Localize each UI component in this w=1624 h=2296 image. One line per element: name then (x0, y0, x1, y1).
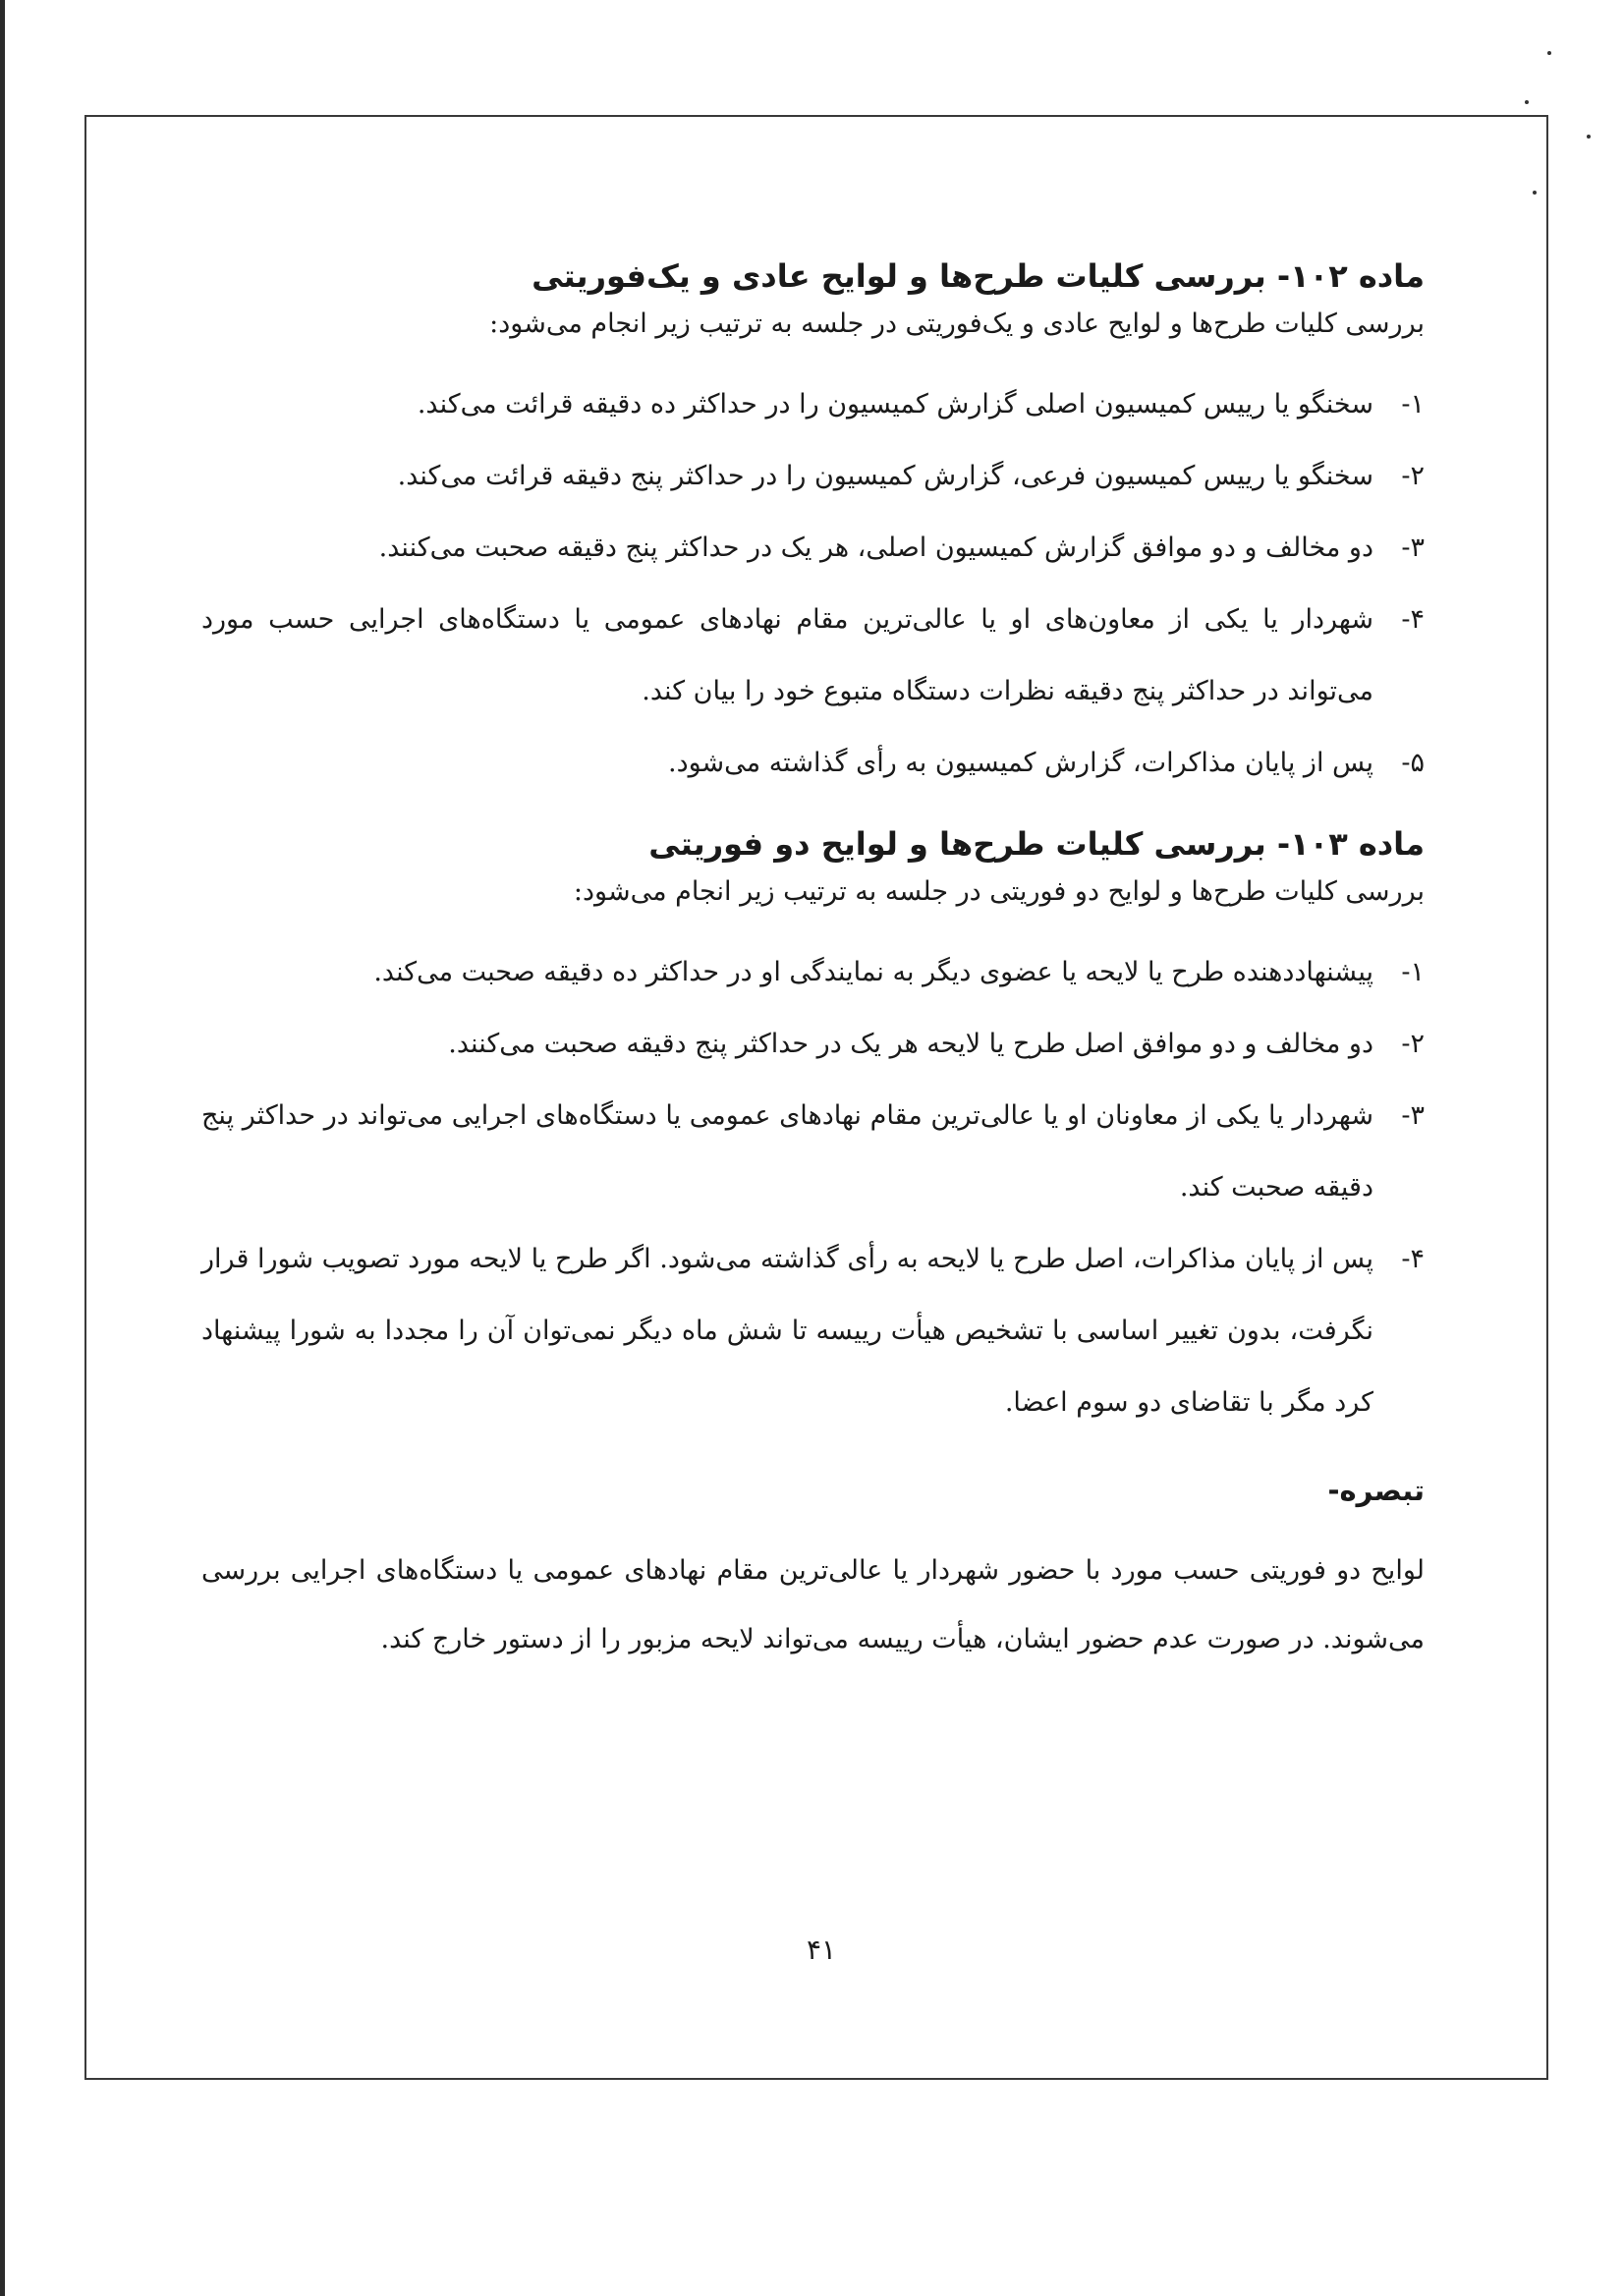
list-item (201, 1008, 1425, 1080)
article-title: ماده ۱۰۳- بررسی کلیات طرح‌ها و لوایح دو فوریتی (648, 825, 1425, 863)
item-text: دو مخالف و دو موافق گزارش کمیسیون اصلی، هر یک در حداکثر پنج دقیقه صحبت می‌کنند. (378, 532, 1373, 563)
article-title: ماده ۱۰۲- بررسی کلیات طرح‌ها و لوایح عادی و یک‌فوریتی (532, 257, 1425, 295)
item-number: ۱- (1401, 957, 1425, 987)
list-item (201, 512, 1425, 584)
item-number: ۴- (1401, 1244, 1425, 1274)
item-text: سخنگو یا رییس کمیسیون اصلی گزارش کمیسیون را در حداکثر ده دقیقه قرائت می‌کند. (417, 389, 1373, 420)
list-item (201, 727, 1425, 799)
scan-speck (1547, 51, 1551, 55)
item-number: ۳- (1401, 1100, 1425, 1131)
list-item (201, 1223, 1425, 1438)
article-103 (201, 818, 1425, 1438)
spacer (201, 799, 1425, 818)
scan-edge (0, 0, 5, 2296)
note-section (201, 1466, 1425, 1674)
list-item (201, 1080, 1425, 1223)
list-item (201, 440, 1425, 512)
article-102 (201, 251, 1425, 799)
scan-speck (1587, 135, 1591, 139)
item-number: ۵- (1401, 748, 1425, 778)
note-text: لوایح دو فوریتی حسب مورد با حضور شهردار یا عالی‌ترین مقام نهادهای عمومی یا دستگاه‌های اجرایی بررسی می‌شوند. در صورت عدم حضور ایشان، هیأت رییسه می‌تواند لایحه مزبور را از دستور خارج کند. (201, 1555, 1425, 1654)
item-text: شهردار یا یکی از معاونان او یا عالی‌ترین مقام نهادهای عمومی یا دستگاه‌های اجرایی می‌تواند در حداکثر پنج دقیقه صحبت کند. (201, 1100, 1373, 1203)
item-text: شهردار یا یکی از معاون‌های او یا عالی‌ترین مقام نهادهای عمومی یا دستگاه‌های اجرایی حسب مورد می‌تواند در حداکثر پنج دقیقه نظرات دستگاه متبوع خود را بیان کند. (201, 604, 1374, 706)
list-item (201, 368, 1425, 440)
item-number: ۲- (1401, 1029, 1425, 1059)
item-text: سخنگو یا رییس کمیسیون فرعی، گزارش کمیسیون را در حداکثر پنج دقیقه قرائت می‌کند. (397, 461, 1373, 491)
page-number: ۴۱ (806, 1933, 837, 1966)
item-number: ۴- (1401, 604, 1425, 635)
item-text: پس از پایان مذاکرات، اصل طرح یا لایحه به رأی گذاشته می‌شود. اگر طرح یا لایحه مورد تصویب شورا قرار نگرفت، بدون تغییر اساسی با تشخیص هیأت رییسه تا شش ماه دیگر نمی‌توان آن را مجددا به شورا پیشنهاد کرد مگر با تقاضای دو سوم اعضا. (201, 1244, 1373, 1418)
item-text: پس از پایان مذاکرات، گزارش کمیسیون به رأی گذاشته می‌شود. (667, 748, 1373, 778)
item-number: ۱- (1401, 389, 1425, 420)
document-body (201, 251, 1425, 1674)
list-item (201, 936, 1425, 1008)
list-item (201, 584, 1425, 727)
item-text: پیشنهاددهنده طرح یا لایحه یا عضوی دیگر به نمایندگی او در حداکثر ده دقیقه صحبت می‌کند. (373, 957, 1373, 987)
note-heading: تبصره- (1327, 1474, 1425, 1507)
scan-speck (1525, 100, 1529, 104)
item-text: دو مخالف و دو موافق اصل طرح یا لایحه هر یک در حداکثر پنج دقیقه صحبت می‌کنند. (448, 1029, 1373, 1059)
article-intro: بررسی کلیات طرح‌ها و لوایح عادی و یک‌فوریتی در جلسه به ترتیب زیر انجام می‌شود: (489, 308, 1425, 339)
item-number: ۳- (1401, 532, 1425, 563)
article-intro: بررسی کلیات طرح‌ها و لوایح دو فوریتی در جلسه به ترتیب زیر انجام می‌شود: (573, 876, 1425, 907)
item-number: ۲- (1401, 461, 1425, 491)
